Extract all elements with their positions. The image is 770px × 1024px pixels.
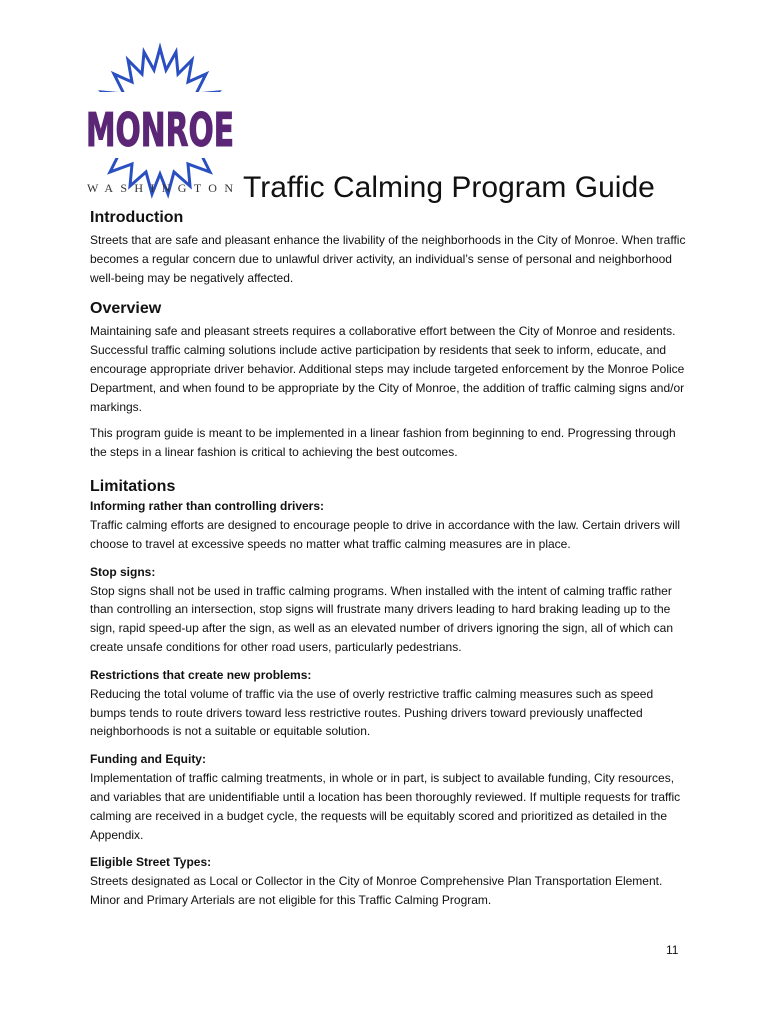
overview-section	[90, 298, 686, 462]
limitation-item	[90, 564, 686, 657]
overview-heading: Overview	[90, 300, 162, 318]
limitation-title: Restrictions that create new problems:	[90, 667, 312, 682]
document-title: Traffic Calming Program Guide	[243, 171, 655, 204]
limitations-heading: Limitations	[90, 477, 176, 495]
overview-paragraph: This program guide is meant to be implemented in a linear fashion from beginning to end. Progressing through the steps in a linear fashion is critical to achieving the best outcomes.	[90, 426, 676, 460]
introduction-section	[90, 207, 686, 287]
overview-paragraph: Maintaining safe and pleasant streets requires a collaborative effort between the City of Monroe and residents. Successful traffic calming solutions include active participation by residents that seek to inform, educate, and encourage appropriate driver behavior. Additional steps may include targeted enforcement by the Monroe Police Department, and when found to be appropriate by the City of Monroe, the addition of traffic calming signs and/or markings.	[90, 324, 685, 414]
page-number: 11	[666, 943, 679, 957]
limitation-item	[90, 751, 686, 844]
introduction-heading: Introduction	[90, 209, 184, 226]
limitation-text: Implementation of traffic calming treatments, in whole or in part, is subject to available funding, City resources, and variables that are unidentifiable until a location has been thoroughly reviewed. If multiple requests for traffic calming are received in a budget cycle, the requests will be equitably scored and prioritized as detailed in the Appendix.	[90, 771, 681, 842]
limitation-title: Eligible Street Types:	[90, 855, 212, 870]
logo-word: MONROE	[86, 103, 234, 157]
limitation-text: Stop signs shall not be used in traffic calming programs. When installed with the intent of calming traffic rather than controlling an intersection, stop signs will frustrate many drivers leading to hard braking leading up to the sign, rapid speed-up after the sign, as well as an elevated number of drivers ignoring the sign, all of which can create unsafe conditions for other road users, particularly pedestrians.	[90, 583, 673, 654]
limitation-title: Stop signs:	[90, 564, 156, 579]
limitation-text: Traffic calming efforts are designed to encourage people to drive in accordance with the law. Certain drivers will choose to travel at excessive speeds no matter what traffic calming measures are in place.	[90, 517, 681, 551]
logo-subword: WASHINGTON	[87, 181, 233, 195]
limitation-title: Funding and Equity:	[90, 752, 206, 767]
limitation-item	[90, 667, 686, 741]
document-body	[90, 207, 686, 910]
limitation-text: Reducing the total volume of traffic via the use of overly restrictive traffic calming measures such as speed bumps tends to route drivers toward less restrictive routes. Pushing drivers toward previously unaffected neighborhoods is not a suitable or equitable solution.	[90, 686, 654, 739]
limitation-item	[90, 854, 686, 910]
starburst-icon	[82, 46, 238, 202]
limitation-item	[90, 498, 686, 554]
limitations-section	[90, 476, 686, 910]
limitation-text: Streets designated as Local or Collector in the City of Monroe Comprehensive Plan Transportation Element. Minor and Primary Arterials are not eligible for this Traffic Calming Program.	[90, 874, 663, 908]
monroe-logo	[82, 46, 238, 202]
limitation-title: Informing rather than controlling drivers:	[90, 498, 325, 513]
introduction-paragraph: Streets that are safe and pleasant enhance the livability of the neighborhoods in the City of Monroe. When traffic becomes a regular concern due to unlawful driver activity, an individual’s sense of personal and neighborhood well-being may be negatively affected.	[90, 233, 686, 285]
